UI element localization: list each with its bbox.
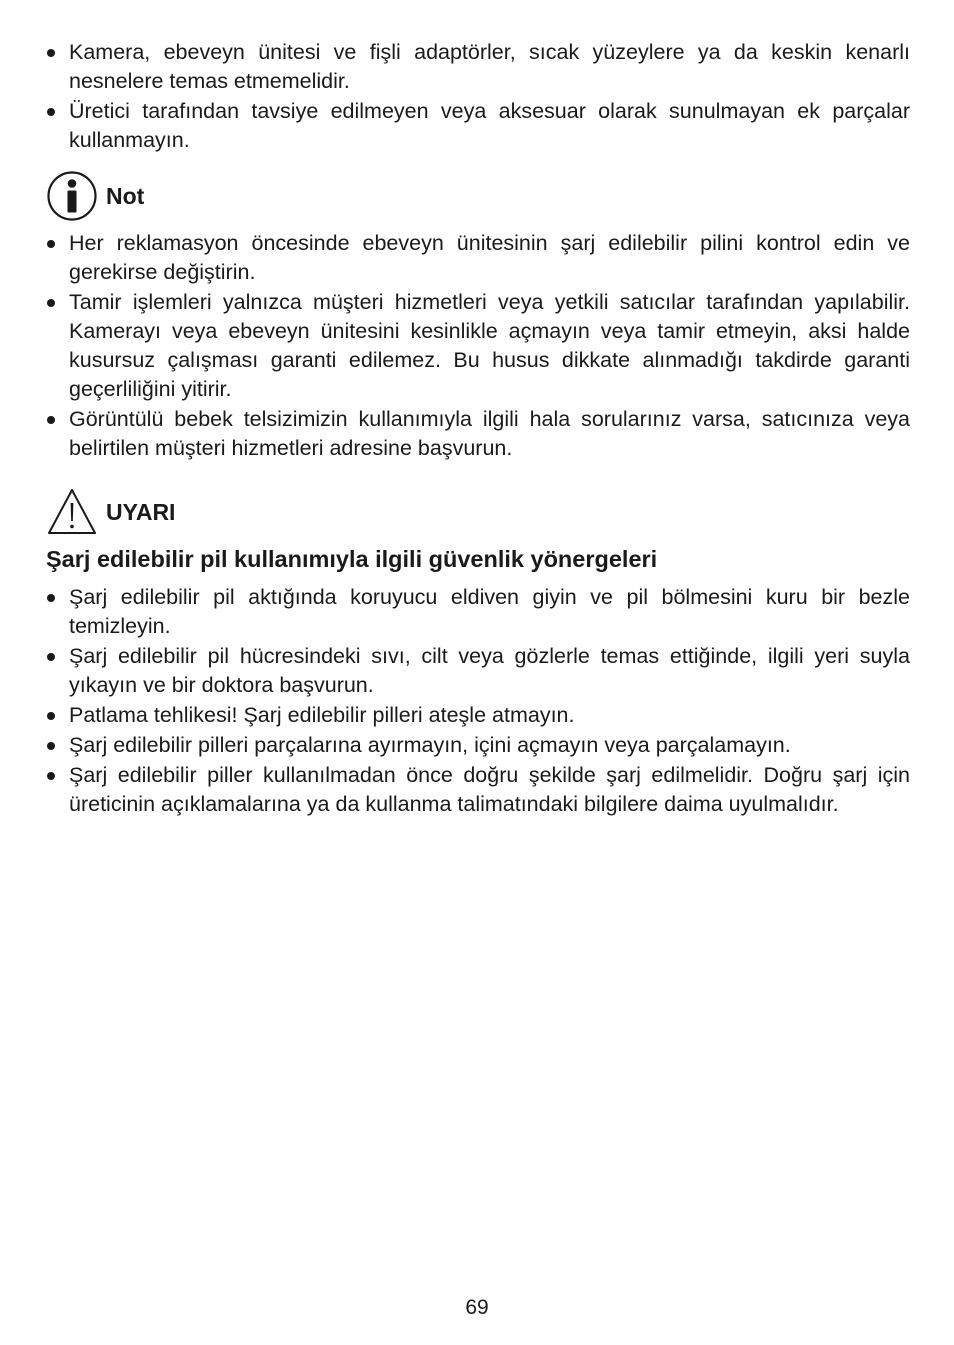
warning-bullet-list: [46, 583, 910, 819]
page-content: [46, 38, 910, 820]
top-bullet-list: [46, 38, 910, 155]
page-number: 69: [465, 1296, 489, 1319]
warning-label: UYARI: [106, 498, 176, 525]
note-label: Not: [106, 182, 145, 209]
list-item: Şarj edilebilir pil aktığında koruyucu eldiven giyin ve pil bölmesini kuru bir bezle temizleyin.: [46, 583, 910, 641]
list-item: Şarj edilebilir pil hücresindeki sıvı, cilt veya gözlerle temas ettiğinde, ilgili yeri suyla yıkayın ve bir doktora başvurun.: [46, 642, 910, 700]
list-item: Şarj edilebilir pilleri parçalarına ayırmayın, içini açmayın veya parçalamayın.: [46, 731, 910, 760]
note-bullet-list: [46, 229, 910, 463]
warning-header: [46, 484, 910, 540]
info-icon: [46, 170, 98, 222]
list-item: Üretici tarafından tavsiye edilmeyen veya aksesuar olarak sunulmayan ek parçalar kullanmayın.: [46, 97, 910, 155]
list-item: Kamera, ebeveyn ünitesi ve fişli adaptörler, sıcak yüzeylere ya da keskin kenarlı nesnelere temas etmemelidir.: [46, 38, 910, 96]
warning-triangle-icon: [46, 487, 98, 537]
list-item: Görüntülü bebek telsizimizin kullanımıyla ilgili hala sorularınız varsa, satıcınıza veya belirtilen müşteri hizmetleri adresine başvurun.: [46, 405, 910, 463]
section-heading: Şarj edilebilir pil kullanımıyla ilgili güvenlik yönergeleri: [46, 546, 658, 572]
note-header: [46, 168, 910, 224]
list-item: Patlama tehlikesi! Şarj edilebilir pilleri ateşle atmayın.: [46, 701, 910, 730]
list-item: Her reklamasyon öncesinde ebeveyn ünitesinin şarj edilebilir pilini kontrol edin ve gerekirse değiştirin.: [46, 229, 910, 287]
list-item: Tamir işlemleri yalnızca müşteri hizmetleri veya yetkili satıcılar tarafından yapılabilir. Kamerayı veya ebeveyn ünitesini kesinlikle açmayın veya tamir etmeyin, aksi halde kusursuz çalışması garanti edilemez. Bu husus dikkate alınmadığı takdirde garanti geçerliliğini yitirir.: [46, 288, 910, 404]
list-item: Şarj edilebilir piller kullanılmadan önce doğru şekilde şarj edilmelidir. Doğru şarj için üreticinin açıklamalarına ya da kullanma talimatındaki bilgilere daima uyulmalıdır.: [46, 761, 910, 819]
